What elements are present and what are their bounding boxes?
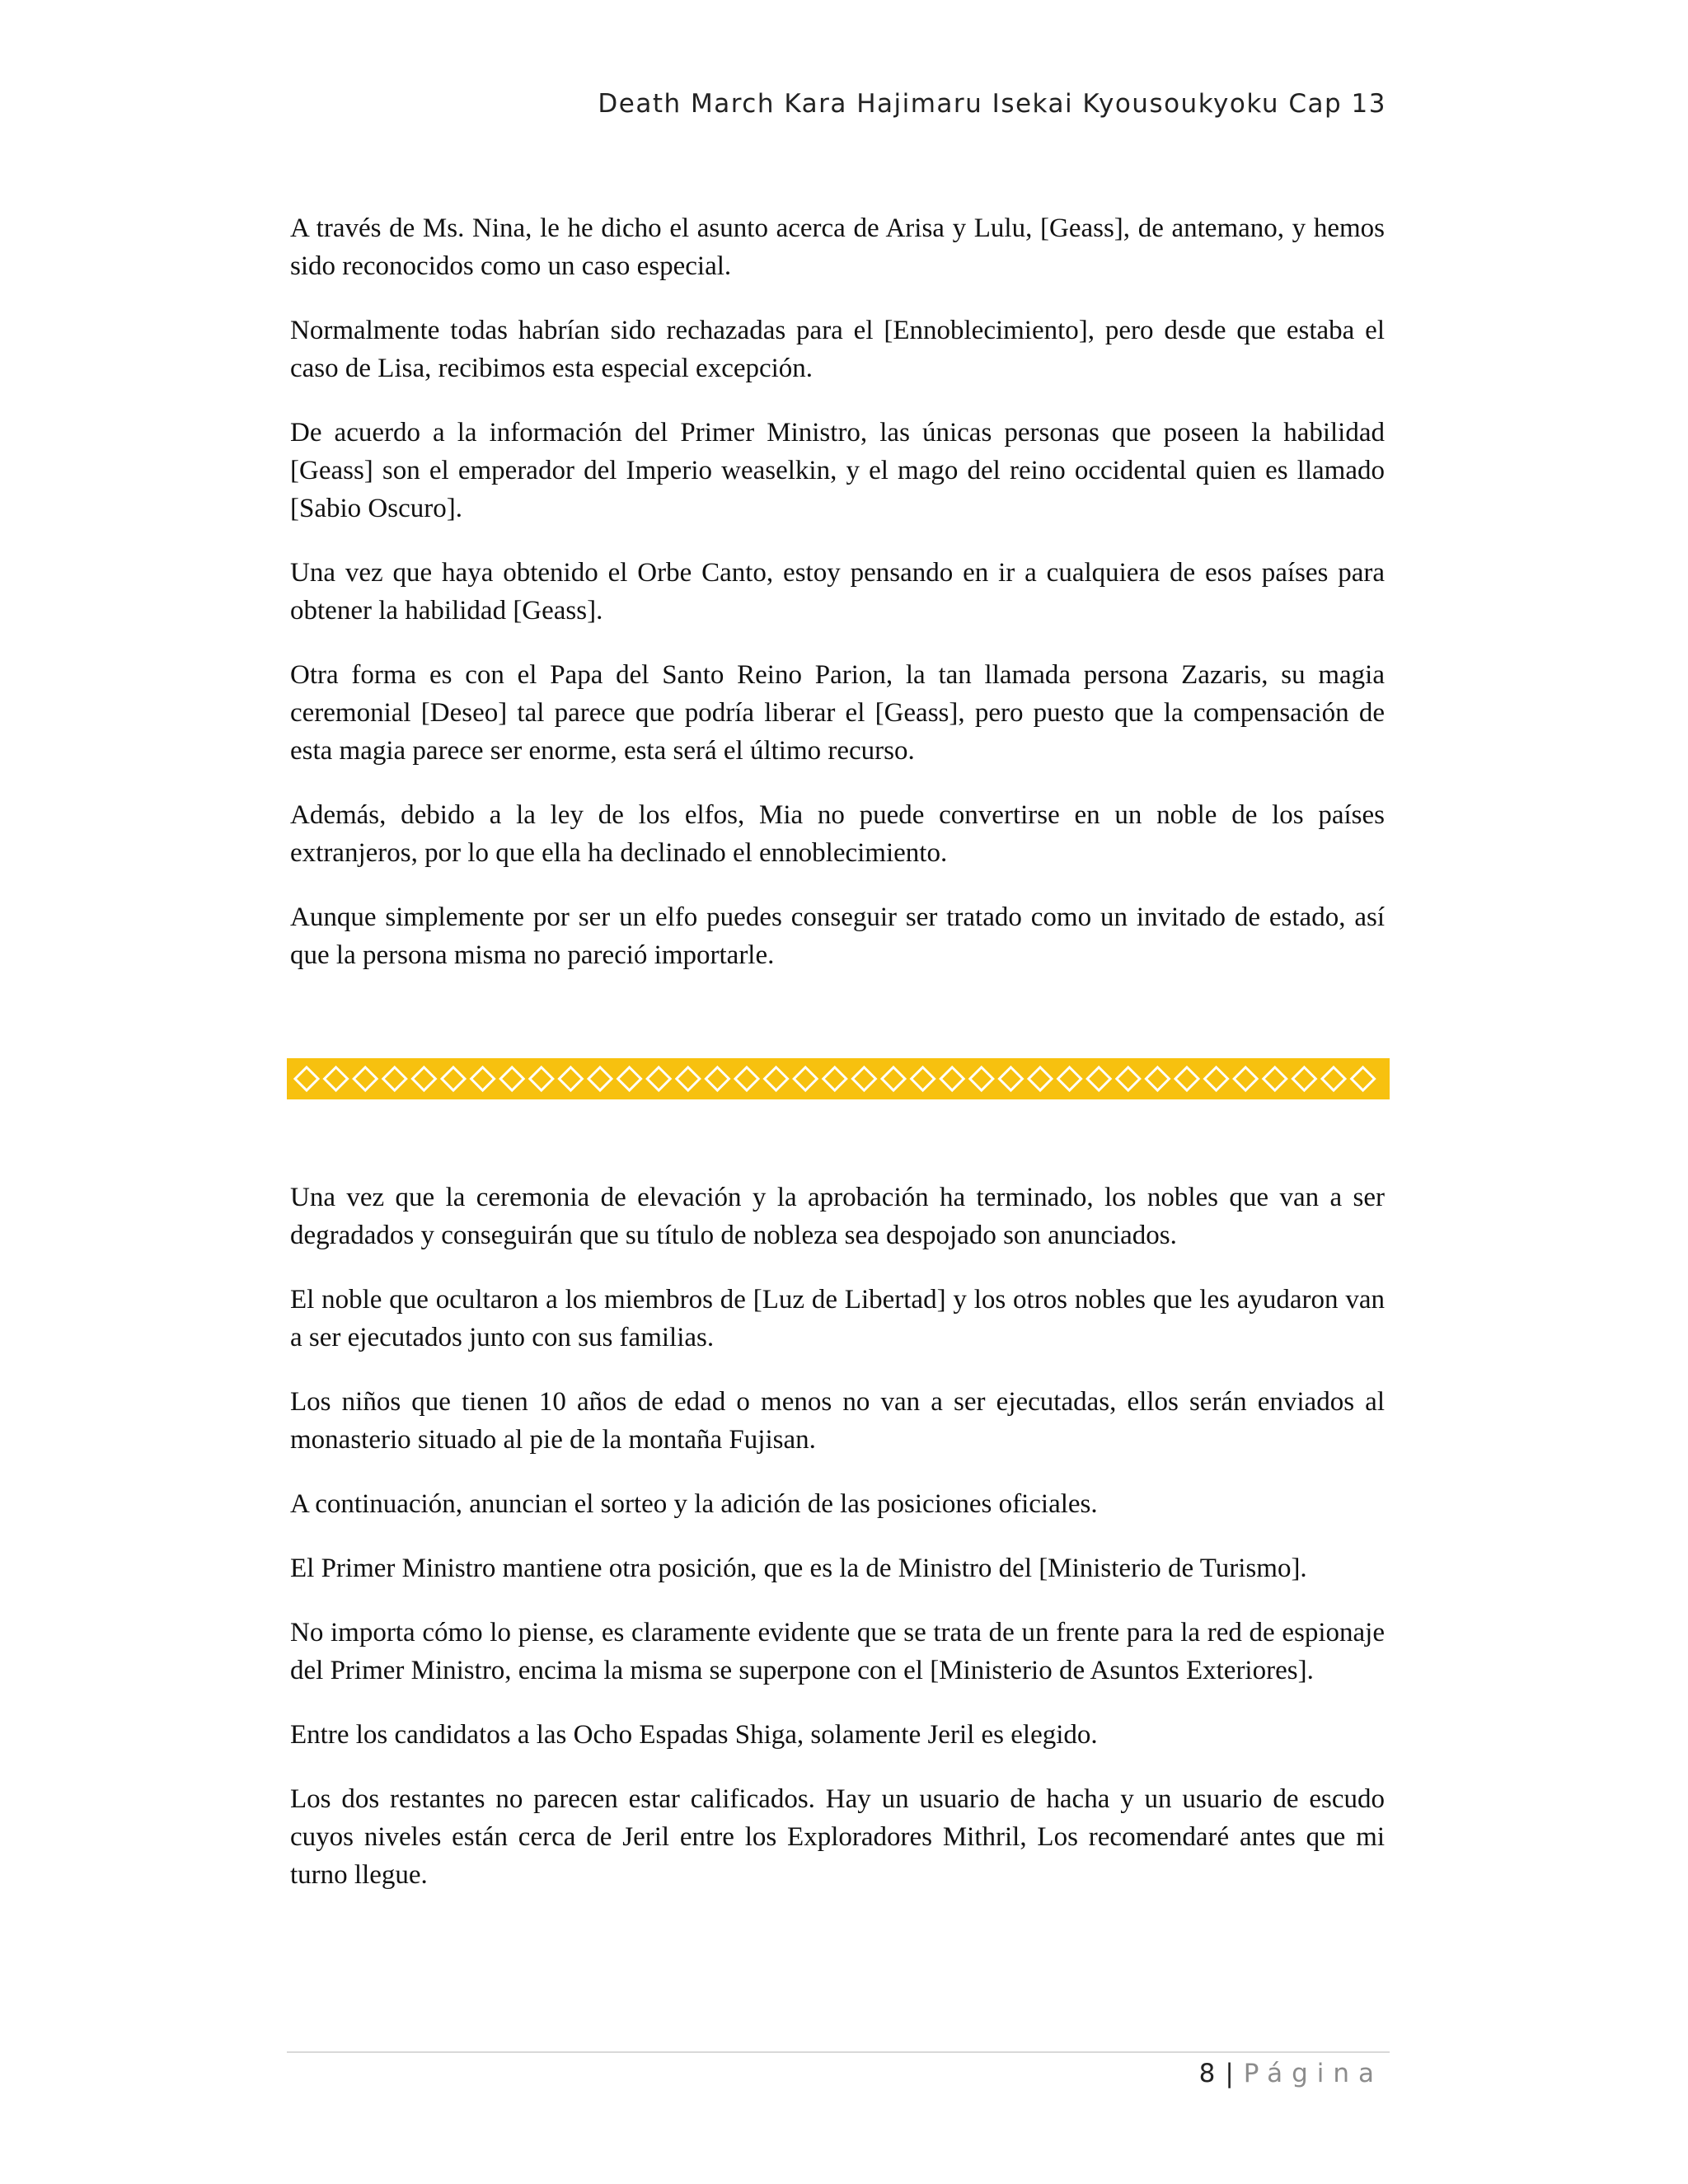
- paragraph: Otra forma es con el Papa del Santo Reino Parion, la tan llamada persona Zazaris, su magia ceremonial [Deseo] tal parece que podría liberar el [Geass], pero puesto que la compensación de esta magia parece ser enorme, esta será el último recurso.: [290, 660, 1385, 766]
- diamond-outline-icon: [1205, 1067, 1228, 1090]
- page-footer: [1199, 2059, 1383, 2088]
- document-header: [598, 89, 1386, 119]
- diamond-outline-icon: [706, 1067, 729, 1090]
- diamond-outline-icon: [940, 1067, 964, 1090]
- paragraph: Los dos restantes no parecen estar calificados. Hay un usuario de hacha y un usuario de escudo cuyos niveles están cerca de Jeril entre los Exploradores Mithril, Los recomendaré antes que mi turno llegue.: [290, 1784, 1385, 1890]
- diamond-outline-icon: [295, 1067, 318, 1090]
- diamond-outline-icon: [735, 1067, 758, 1090]
- paragraph: Entre los candidatos a las Ocho Espadas Shiga, solamente Jeril es elegido.: [290, 1720, 1098, 1750]
- diamond-outline-icon: [1352, 1067, 1375, 1090]
- page-number: 8: [1198, 2059, 1216, 2088]
- diamond-outline-icon: [383, 1067, 406, 1090]
- section-divider: [287, 1058, 1390, 1099]
- diamond-outline-icon: [1234, 1067, 1257, 1090]
- diamond-outline-icon: [999, 1067, 1022, 1090]
- diamond-outline-icon: [1264, 1067, 1287, 1090]
- diamond-outline-icon: [618, 1067, 641, 1090]
- diamond-outline-icon: [912, 1067, 935, 1090]
- diamond-outline-icon: [1087, 1067, 1110, 1090]
- diamond-outline-icon: [765, 1067, 788, 1090]
- diamond-outline-icon: [1322, 1067, 1345, 1090]
- header-title: Death March Kara Hajimaru Isekai Kyousoukyoku Cap 13: [598, 89, 1386, 119]
- diamond-outline-icon: [1175, 1067, 1198, 1090]
- paragraph: Aunque simplemente por ser un elfo puedes conseguir ser tratado como un invitado de estado, así que la persona misma no pareció importarle.: [290, 902, 1385, 970]
- paragraph: El noble que ocultaron a los miembros de [Luz de Libertad] y los otros nobles que les ayudaron van a ser ejecutados junto con sus familias.: [290, 1285, 1385, 1352]
- diamond-outline-icon: [530, 1067, 553, 1090]
- paragraph: De acuerdo a la información del Primer Ministro, las únicas personas que poseen la habilidad [Geass] son el emperador del Imperio weaselkin, y el mago del reino occidental quien es llamado [Sabio Oscuro].: [290, 418, 1385, 523]
- diamond-outline-icon: [1029, 1067, 1052, 1090]
- paragraph: Una vez que la ceremonia de elevación y la aprobación ha terminado, los nobles que van a ser degradados y conseguirán que su título de nobleza sea despojado son anunciados.: [290, 1183, 1385, 1250]
- diamond-outline-icon: [500, 1067, 523, 1090]
- diamond-outline-icon: [882, 1067, 905, 1090]
- paragraph: El Primer Ministro mantiene otra posición, que es la de Ministro del [Ministerio de Turismo].: [290, 1554, 1307, 1583]
- paragraph: No importa cómo lo piense, es claramente evidente que se trata de un frente para la red de espionaje del Primer Ministro, encima la misma se superpone con el [Ministerio de Asuntos Exteriores].: [290, 1618, 1385, 1685]
- paragraph: A través de Ms. Nina, le he dicho el asunto acerca de Arisa y Lulu, [Geass], de antemano, y hemos sido reconocidos como un caso especial.: [290, 213, 1385, 281]
- footer-separator: |: [1225, 2059, 1234, 2088]
- body-section-2: [290, 1179, 1385, 1920]
- paragraph: Los niños que tienen 10 años de edad o menos no van a ser ejecutadas, ellos serán enviados al monasterio situado al pie de la montaña Fujisan.: [290, 1387, 1385, 1455]
- diamond-outline-icon: [354, 1067, 377, 1090]
- page-label: Página: [1243, 2059, 1383, 2088]
- diamond-outline-icon: [1292, 1067, 1315, 1090]
- paragraph: A continuación, anuncian el sorteo y la adición de las posiciones oficiales.: [290, 1489, 1098, 1519]
- diamond-outline-icon: [852, 1067, 875, 1090]
- diamond-outline-icon: [412, 1067, 435, 1090]
- diamond-outline-icon: [1058, 1067, 1081, 1090]
- diamond-outline-icon: [1146, 1067, 1169, 1090]
- diamond-outline-icon: [1117, 1067, 1140, 1090]
- diamond-outline-icon: [970, 1067, 993, 1090]
- diamond-outline-icon: [647, 1067, 670, 1090]
- diamond-pattern-icon: [287, 1058, 1390, 1099]
- diamond-outline-icon: [794, 1067, 817, 1090]
- paragraph: Una vez que haya obtenido el Orbe Canto, estoy pensando en ir a cualquiera de esos países para obtener la habilidad [Geass].: [290, 558, 1385, 626]
- footer-divider: [287, 2051, 1390, 2053]
- diamond-outline-icon: [471, 1067, 495, 1090]
- body-section-1: [290, 209, 1385, 1001]
- diamond-outline-icon: [677, 1067, 700, 1090]
- diamond-outline-icon: [442, 1067, 465, 1090]
- diamond-outline-icon: [823, 1067, 846, 1090]
- diamond-outline-icon: [325, 1067, 348, 1090]
- paragraph: Normalmente todas habrían sido rechazadas para el [Ennoblecimiento], pero desde que estaba el caso de Lisa, recibimos esta especial excepción.: [290, 316, 1385, 383]
- diamond-outline-icon: [559, 1067, 582, 1090]
- diamond-outline-icon: [588, 1067, 612, 1090]
- paragraph: Además, debido a la ley de los elfos, Mia no puede convertirse en un noble de los países extranjeros, por lo que ella ha declinado el ennoblecimiento.: [290, 800, 1385, 868]
